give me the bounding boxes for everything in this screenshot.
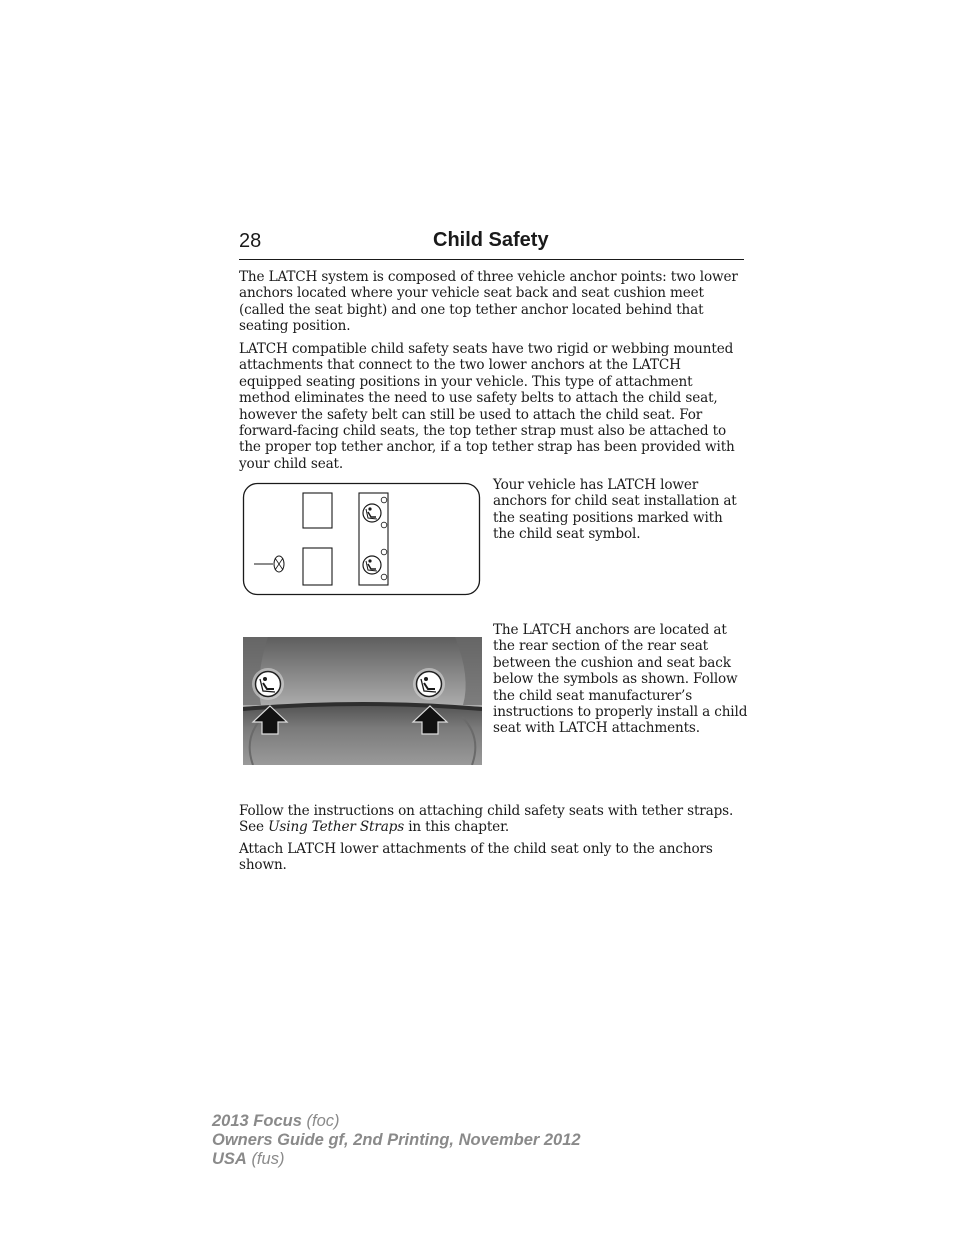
page-number: 28: [239, 230, 262, 252]
child-seat-symbol-icon: [363, 556, 381, 574]
paragraph-tether-instructions: [239, 803, 747, 836]
footer-model-code: (foc): [306, 1112, 340, 1130]
paragraph-latch-system: The LATCH system is composed of three vehicle anchor points: two lower anchors located where your vehicle seat back and seat cushion meet (called the seat bight) and one top tether anchor located behind that seating position.: [239, 269, 738, 335]
paragraph-text: Follow the instructions on attaching child safety seats with tether straps. See: [239, 803, 734, 836]
footer-line-model: [212, 1112, 581, 1131]
paragraph-text: in this chapter.: [404, 819, 510, 836]
paragraph-latch-compatible: LATCH compatible child safety seats have two rigid or webbing mounted attachments that connect to the two lower anchors at the LATCH equipped seating positions in your vehicle. This type of attachment method eliminates the need to use safety belts to attach the child seat, however the safety belt can still be used to attach the child seat. For forward-facing child seats, the top tether strap must also be attached to the proper top tether anchor, if a top tether strap has been provided with your child seat.: [239, 341, 735, 472]
page-header: [239, 228, 744, 260]
child-seat-symbol-icon: [363, 504, 381, 522]
footer-guide: Owners Guide gf, 2nd Printing, November 2012: [212, 1131, 581, 1149]
child-seat-symbol-icon: [252, 668, 284, 700]
child-seat-symbol-icon: [413, 668, 445, 700]
side-text-latch-positions: Your vehicle has LATCH lower anchors for child seat installation at the seating positions marked with the child seat symbol.: [493, 477, 737, 543]
footer-line-guide: [212, 1131, 581, 1150]
footer-market-code: (fus): [251, 1150, 285, 1168]
side-text-anchor-location: The LATCH anchors are located at the rear section of the rear seat between the cushion and seat back below the symbols as shown. Follow the child seat manufacturer’s instructions to properly install a child seat with LATCH attachments.: [493, 622, 748, 737]
section-title: Child Safety: [433, 229, 549, 251]
cross-reference-link[interactable]: Using Tether Straps: [268, 819, 405, 836]
rear-seat-anchor-photo: [243, 637, 482, 765]
front-seat-left: [303, 493, 332, 528]
footer-model: 2013 Focus: [212, 1112, 302, 1130]
footer-market: USA: [212, 1150, 247, 1168]
front-seat-right: [303, 548, 332, 585]
paragraph-attach-latch: Attach LATCH lower attachments of the child seat only to the anchors shown.: [239, 841, 713, 874]
page-footer: [212, 1112, 581, 1169]
vehicle-seating-diagram: [242, 482, 481, 596]
footer-line-market: [212, 1150, 581, 1169]
